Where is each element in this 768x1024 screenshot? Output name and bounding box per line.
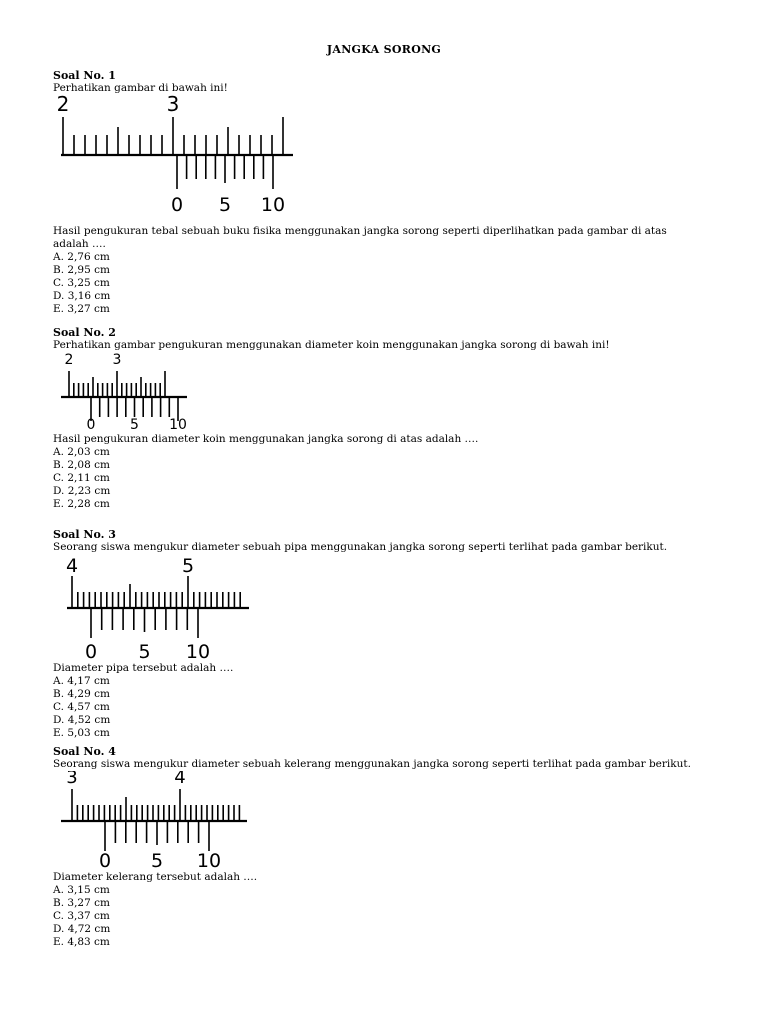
question-intro: Perhatikan gambar pengukuran menggunakan diameter koin menggunakan jangka sorong di bawah ini! xyxy=(53,339,610,351)
question-stem: Diameter kelerang tersebut adalah …. xyxy=(53,871,258,883)
question-intro: Seorang siswa mengukur diameter sebuah kelerang menggunakan jangka sorong seperti terlihat pada gambar berikut. xyxy=(53,758,691,770)
answer-option: A. 2,03 cm xyxy=(53,446,110,458)
vernier-scale-label: 0 xyxy=(86,417,96,432)
main-scale-label: 4 xyxy=(174,771,186,788)
question-heading: Soal No. 4 xyxy=(53,745,116,758)
question-4 xyxy=(53,745,713,949)
answer-option: C. 3,37 cm xyxy=(53,910,110,922)
vernier-scale-label: 0 xyxy=(84,641,98,662)
answer-option: C. 4,57 cm xyxy=(53,701,110,713)
answer-option: B. 2,08 cm xyxy=(53,459,110,471)
question-1 xyxy=(53,69,713,316)
main-scale-label: 3 xyxy=(112,352,122,368)
answer-option: D. 3,16 cm xyxy=(53,290,111,302)
question-heading: Soal No. 3 xyxy=(53,528,116,541)
vernier-caliper-figure xyxy=(53,771,263,871)
answer-option: B. 4,29 cm xyxy=(53,688,110,700)
vernier-scale-label: 10 xyxy=(185,641,211,662)
vernier-scale-label: 5 xyxy=(130,417,139,432)
vernier-scale-label: 5 xyxy=(150,850,164,871)
main-scale-label: 3 xyxy=(166,95,180,116)
vernier-caliper-figure xyxy=(53,95,303,223)
answer-option: E. 3,27 cm xyxy=(53,303,110,315)
main-scale-label: 5 xyxy=(181,555,195,577)
main-scale-label: 4 xyxy=(65,555,79,577)
answer-option: B. 3,27 cm xyxy=(53,897,110,909)
question-stem: Hasil pengukuran diameter koin menggunakan jangka sorong di atas adalah …. xyxy=(53,433,479,445)
answer-option: A. 3,15 cm xyxy=(53,884,110,896)
vernier-scale-label: 10 xyxy=(196,850,222,871)
vernier-caliper-figure xyxy=(53,352,203,432)
question-2 xyxy=(53,326,713,511)
answer-option: D. 4,52 cm xyxy=(53,714,111,726)
vernier-scale-label: 0 xyxy=(98,850,112,871)
main-scale-label: 3 xyxy=(66,771,78,788)
question-intro: Seorang siswa mengukur diameter sebuah pipa menggunakan jangka sorong seperti terlihat pada gambar berikut. xyxy=(53,541,668,553)
page-title: JANGKA SORONG xyxy=(326,43,442,56)
main-scale-label: 2 xyxy=(64,352,74,368)
answer-option: E. 5,03 cm xyxy=(53,727,110,739)
answer-option: C. 2,11 cm xyxy=(53,472,110,484)
question-stem: Hasil pengukuran tebal sebuah buku fisika menggunakan jangka sorong seperti diperlihatkan pada gambar di atas adalah …. xyxy=(53,225,667,250)
vernier-scale-label: 5 xyxy=(218,194,232,216)
vernier-scale-label: 10 xyxy=(260,194,286,216)
answer-option: A. 2,76 cm xyxy=(53,251,110,263)
answer-option: E. 4,83 cm xyxy=(53,936,110,948)
answer-option: A. 4,17 cm xyxy=(53,675,110,687)
question-3 xyxy=(53,528,713,740)
question-heading: Soal No. 2 xyxy=(53,326,116,339)
vernier-scale-label: 5 xyxy=(138,641,151,662)
question-heading: Soal No. 1 xyxy=(53,69,116,82)
answer-option: B. 2,95 cm xyxy=(53,264,110,276)
question-stem: Diameter pipa tersebut adalah …. xyxy=(53,662,234,674)
question-intro: Perhatikan gambar di bawah ini! xyxy=(53,82,228,94)
answer-option: D. 2,23 cm xyxy=(53,485,111,497)
vernier-caliper-figure xyxy=(53,554,263,662)
answer-option: D. 4,72 cm xyxy=(53,923,111,935)
vernier-scale-label: 10 xyxy=(169,417,187,432)
answer-option: C. 3,25 cm xyxy=(53,277,110,289)
main-scale-label: 2 xyxy=(56,95,70,116)
answer-option: E. 2,28 cm xyxy=(53,498,110,510)
vernier-scale-label: 0 xyxy=(170,194,184,216)
